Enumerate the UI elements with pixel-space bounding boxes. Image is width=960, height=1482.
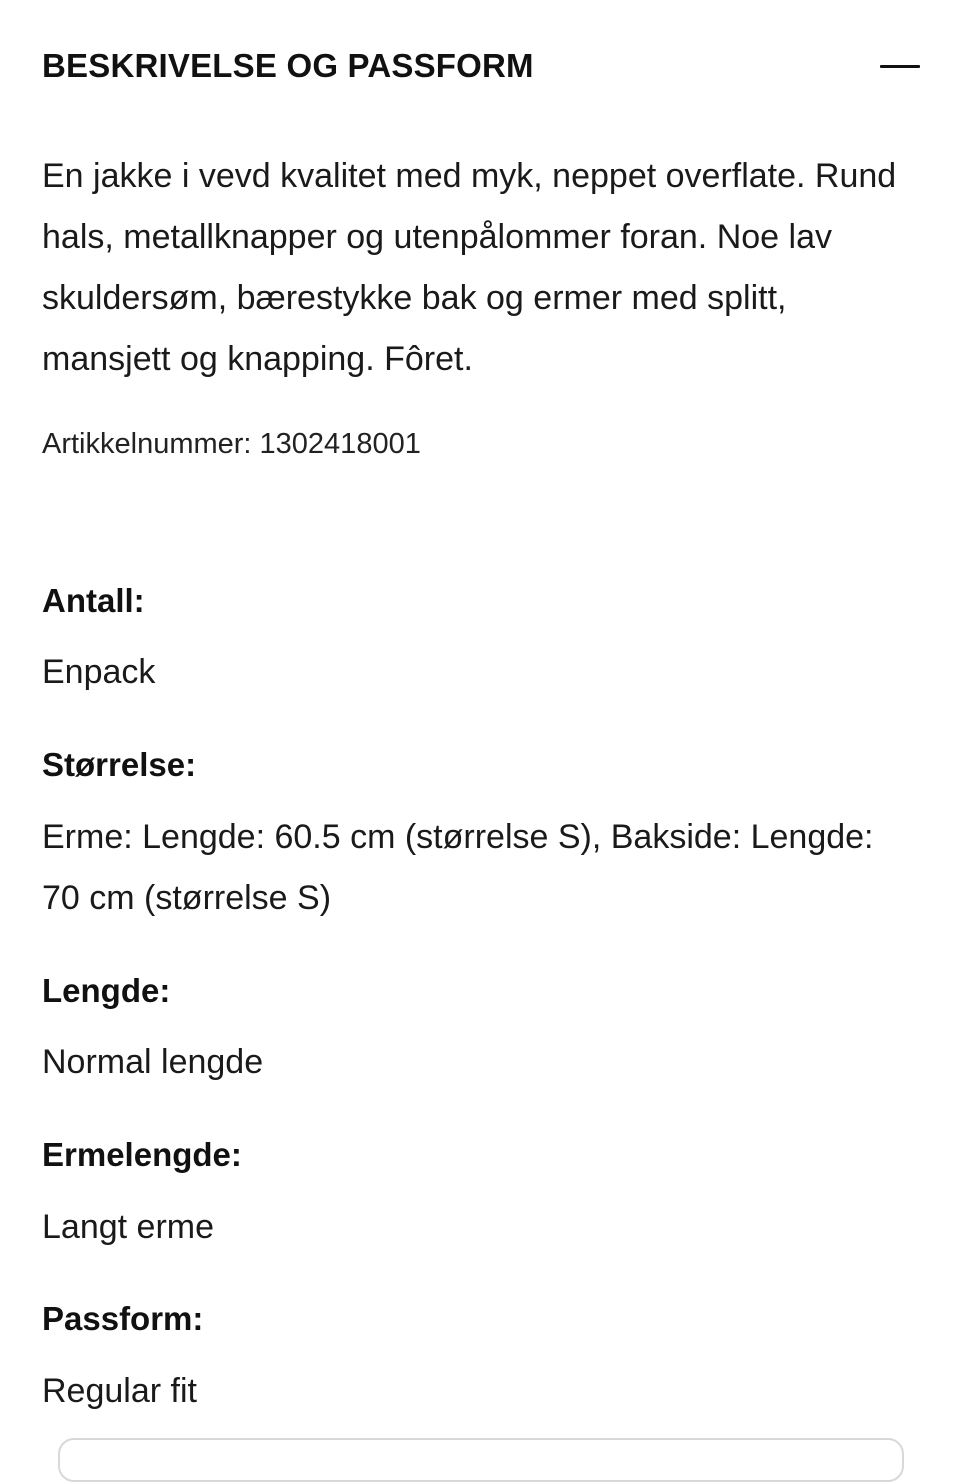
product-description: En jakke i vevd kvalitet med myk, neppet overflate. Rund hals, metallknapper og utenpålommer foran. Noe lav skuldersøm, bærestykke bak og ermer med splitt, mansjett og knapping. Fôret.: [42, 157, 897, 378]
fit-value: Regular fit: [42, 1372, 197, 1410]
quantity-value: Enpack: [42, 653, 156, 691]
length-value: Normal lengde: [42, 1043, 264, 1081]
minus-icon: [880, 65, 920, 68]
fit-label: Passform:: [42, 1300, 204, 1337]
quantity-label: Antall:: [42, 582, 145, 619]
sleeve-length-label: Ermelengde:: [42, 1136, 242, 1173]
sleeve-length-value: Langt erme: [42, 1208, 214, 1246]
collapse-button[interactable]: [880, 46, 920, 86]
article-number: Artikkelnummer: 1302418001: [42, 428, 421, 460]
section-title: BESKRIVELSE OG PASSFORM: [42, 47, 534, 84]
size-label: Størrelse:: [42, 746, 197, 783]
length-label: Lengde:: [42, 972, 171, 1009]
size-value: Erme: Lengde: 60.5 cm (størrelse S), Bakside: Lengde: 70 cm (størrelse S): [42, 818, 874, 917]
accordion-header[interactable]: [42, 38, 918, 94]
